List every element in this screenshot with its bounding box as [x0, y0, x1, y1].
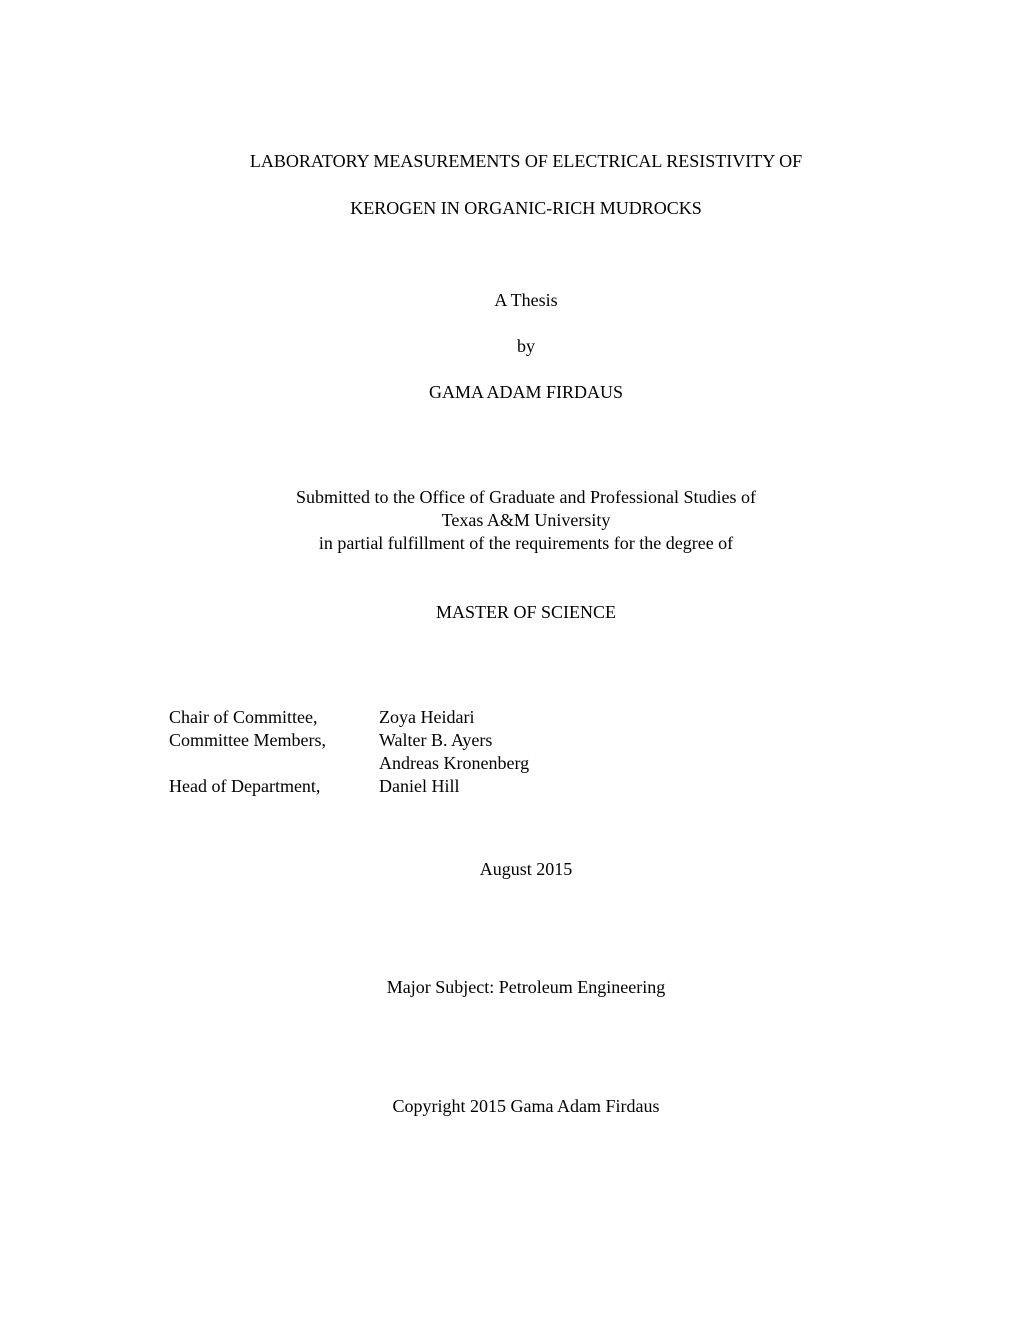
committee-member-name: Daniel Hill	[379, 776, 460, 796]
submission-date: August 2015	[479, 859, 573, 879]
document-type: A Thesis	[494, 290, 558, 310]
by-label: by	[517, 336, 535, 356]
committee-row	[169, 775, 529, 798]
submission-line-3: in partial fulfillment of the requirements for the degree of	[318, 533, 734, 553]
committee-role: Committee Members,	[169, 730, 326, 750]
degree-name: MASTER OF SCIENCE	[435, 602, 617, 622]
committee-member-name: Zoya Heidari	[379, 707, 475, 727]
thesis-title-line-1: LABORATORY MEASUREMENTS OF ELECTRICAL RESISTIVITY OF	[249, 151, 803, 171]
submission-line-1: Submitted to the Office of Graduate and Professional Studies of	[295, 487, 757, 507]
thesis-title-line-2: KEROGEN IN ORGANIC-RICH MUDROCKS	[350, 198, 702, 218]
submission-line-2: Texas A&M University	[441, 510, 611, 530]
committee-row	[169, 752, 529, 775]
author-name: GAMA ADAM FIRDAUS	[428, 382, 624, 402]
committee-role: Head of Department,	[169, 776, 321, 796]
committee-row	[169, 706, 529, 729]
committee-block	[169, 706, 529, 798]
major-subject: Major Subject: Petroleum Engineering	[386, 977, 666, 997]
committee-member-name: Andreas Kronenberg	[379, 753, 530, 773]
committee-member-name: Walter B. Ayers	[379, 730, 493, 750]
committee-row	[169, 729, 529, 752]
committee-role: Chair of Committee,	[169, 707, 318, 727]
copyright-notice: Copyright 2015 Gama Adam Firdaus	[392, 1096, 660, 1116]
